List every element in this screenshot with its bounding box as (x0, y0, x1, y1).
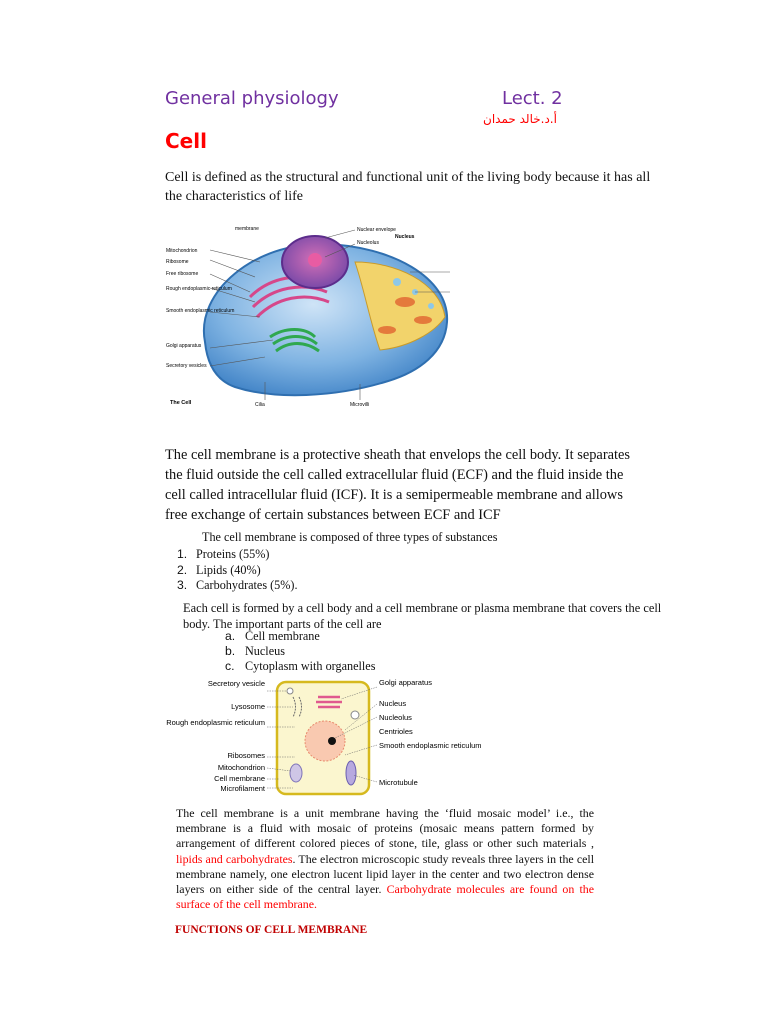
label-rough-er: Rough endoplasmic reticulum (166, 286, 232, 292)
cell-illustration (165, 222, 455, 412)
list-number: 1. (177, 547, 188, 561)
label-centrioles: Centrioles (379, 727, 413, 736)
mitochondrion-shape (414, 316, 432, 324)
membrane-paragraph: The cell membrane is a protective sheath that envelops the cell body. It separates the fluid outside the cell called extracellular fluid (ECF) and the fluid inside the cell called intracellular fluid (ICF). It is a semipermeable membrane and allows free exchange of certain substances between ECF and ICF (165, 447, 630, 523)
mitochondrion-shape (378, 326, 396, 334)
label-nucleolus: Nucleolus (357, 240, 379, 246)
list-text: Nucleus (245, 644, 285, 658)
list-text: Cytoplasm with organelles (245, 659, 376, 673)
author-name: أ.د.خالد حمدان (483, 112, 557, 126)
structure-paragraph: Each cell is formed by a cell body and a cell membrane or plasma membrane that covers the cell body. The important parts of the cell are (183, 601, 662, 631)
fluid-mosaic-text: . The electron microscopic study reveals three layers in the cell membrane namely, one electron lucent lipid layer in the center and two electron dense layers on either side of the central layer. (176, 851, 594, 897)
composition-lead: The cell membrane is composed of three types of substances (202, 530, 498, 544)
label-nuclear-envelope: Nuclear envelope (357, 227, 396, 233)
label-golgi: Golgi apparatus (166, 343, 202, 349)
fluid-mosaic-highlight: lipids and carbohydrates (176, 851, 293, 866)
list-number: 2. (177, 562, 188, 577)
list-number: 3. (177, 578, 188, 592)
fluid-mosaic-paragraph (176, 806, 594, 912)
list-text: Cell membrane (245, 629, 320, 643)
label-microtubule: Microtubule (379, 778, 418, 787)
label-smooth-er: Smooth endoplasmic reticulum (379, 741, 482, 750)
composition-list (177, 547, 298, 594)
vesicle-shape (287, 688, 293, 694)
page-heading: Cell (165, 129, 207, 153)
label-golgi: Golgi apparatus (379, 678, 432, 687)
mitochondrion-shape (290, 764, 302, 782)
list-item (177, 578, 298, 594)
nucleus-shape (305, 721, 345, 761)
list-letter: c. (225, 659, 235, 673)
label-secretory-vesicles: Secretory vesicles (166, 363, 207, 369)
list-item (177, 547, 298, 563)
lecture-number: Lect. 2 (502, 88, 563, 109)
label-cell-membrane: Cell membrane (214, 774, 265, 783)
label-free-ribosome: Free ribosome (166, 271, 199, 277)
label-lysosome: Lysosome (231, 702, 265, 711)
functions-heading: FUNCTIONS OF CELL MEMBRANE (175, 924, 368, 936)
label-ribosome: Ribosome (166, 259, 189, 265)
label-microvilli: Microvilli (350, 402, 370, 408)
label-smooth-er: Smooth endoplasmic reticulum (166, 308, 235, 314)
list-letter: b. (225, 644, 236, 658)
label-rough-er: Rough endoplasmic reticulum (166, 718, 265, 727)
label-cilia: Cilia (255, 402, 265, 408)
nucleolus-shape (328, 737, 336, 745)
cell-definition: Cell is defined as the structural and functional unit of the living body because it has all the characteristics of life (165, 170, 651, 204)
label-microfilament: Microfilament (220, 784, 265, 793)
list-item (177, 563, 298, 579)
list-text: Proteins (55%) (196, 547, 270, 561)
list-text: Lipids (40%) (196, 562, 261, 577)
course-title: General physiology (165, 88, 339, 109)
vesicle-shape (351, 711, 359, 719)
mitochondrion-shape (346, 761, 356, 785)
fluid-mosaic-text: The cell membrane is a unit membrane having the ‘fluid mosaic model’ i.e., the membrane is a fluid with mosaic of proteins (mosaic means pattern formed by arrangement of different colored pieces of stone, tile, glass or other such materials , (176, 806, 594, 851)
label-nucleus: Nucleus (395, 234, 415, 240)
nucleolus-shape (308, 253, 322, 267)
figure-caption: The Cell (170, 400, 192, 406)
label-membrane: membrane (235, 226, 259, 232)
cell-schematic (166, 675, 482, 800)
label-mitochondrion: Mitochondrion (217, 763, 265, 772)
mitochondrion-shape (395, 297, 415, 307)
vesicle-shape (393, 278, 401, 286)
label-secretory-vesicle: Secretory vesicle (207, 679, 265, 688)
vesicle-shape (428, 303, 434, 309)
label-mitochondrion: Mitochondrion (166, 248, 198, 254)
list-letter: a. (225, 629, 236, 643)
list-text: Carbohydrates (5%). (196, 578, 298, 592)
label-nucleus: Nucleus (379, 699, 407, 708)
label-ribosomes: Ribosomes (227, 751, 265, 760)
list-item (225, 659, 375, 674)
label-nucleolus: Nucleolus (379, 713, 412, 722)
list-item (225, 629, 375, 644)
list-item (225, 644, 375, 659)
parts-list (225, 629, 375, 674)
fluid-mosaic-highlight: Carbohydrate molecules are found on the surface of the cell membrane. (176, 882, 595, 912)
